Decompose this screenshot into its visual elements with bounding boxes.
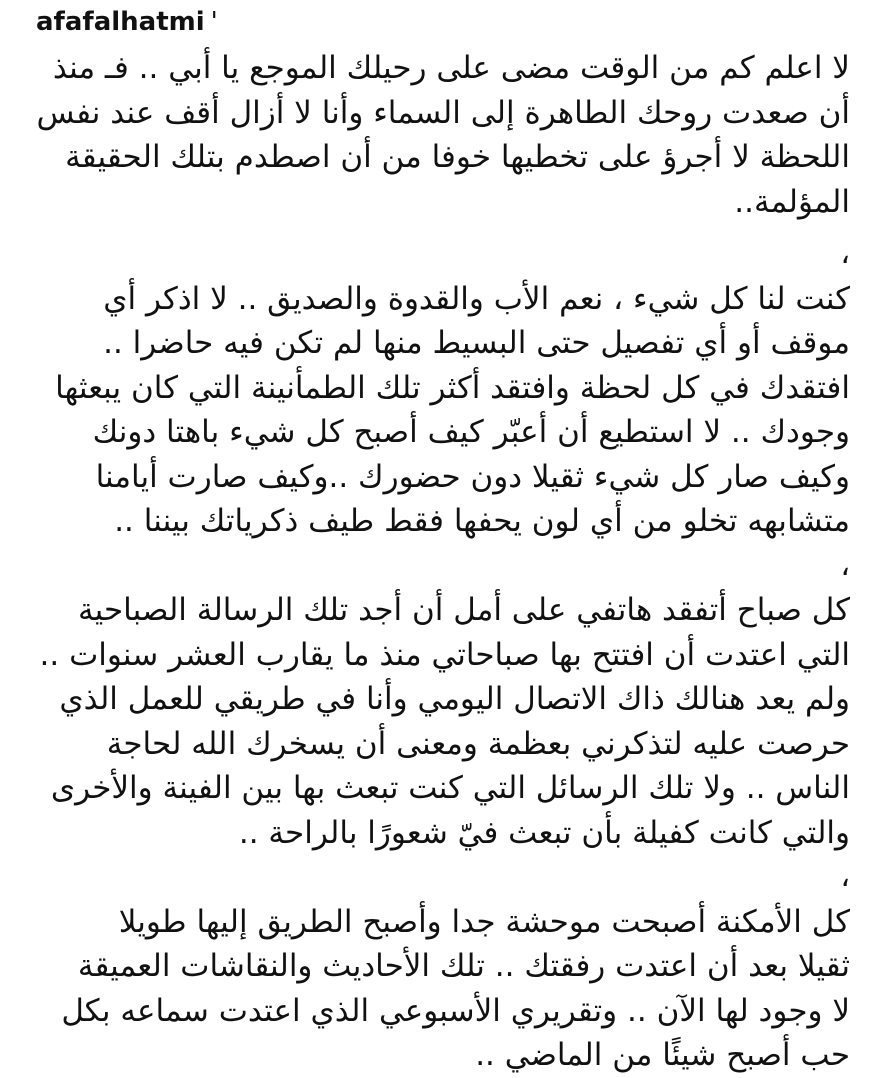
caption-line: المؤلمة..: [734, 183, 850, 220]
caption-line: حب أصبح شيئًا من الماضي ..: [475, 1037, 850, 1073]
username-mark: ': [210, 7, 218, 37]
paragraph-4: [36, 855, 850, 1078]
caption-text: [36, 46, 850, 1078]
paragraph-separator: ،: [840, 547, 850, 583]
paragraph-3: [36, 544, 850, 856]
caption-line: موقف أو أي تفصيل حتى البسيط منها لم تكن فيه حاضرا ..: [103, 325, 850, 361]
caption-line: ولم يعد هنالك ذاك الاتصال اليومي وأنا في طريقي للعمل الذي: [59, 681, 850, 717]
paragraph-gap: [36, 224, 850, 232]
caption-line: وكيف صار كل شيء ثقيلا دون حضورك ..وكيف صارت أيامنا: [95, 458, 850, 495]
caption-line: أن صعدت روحك الطاهرة إلى السماء وأنا لا أزال أقف عند نفس: [36, 94, 850, 131]
caption-line: والتي كانت كفيلة بأن تبعث فيّ شعورًا بالراحة ..: [238, 814, 850, 851]
paragraph-separator: ،: [840, 236, 850, 271]
caption-line: لا وجود لها الآن .. وتقريري الأسبوعي الذي اعتدت سماعه بكل: [61, 992, 850, 1029]
caption-line: كل الأمكنة أصبحت موحشة جدا وأصبح الطريق إليها طويلا: [118, 903, 850, 940]
paragraph-1: [36, 46, 850, 224]
caption-line: ثقيلا بعد أن اعتدت رفقتك .. تلك الأحاديث والنقاشات العميقة: [77, 948, 850, 984]
caption-line: التي اعتدت أن افتتح بها صباحاتي منذ ما يقارب العشر سنوات ..: [39, 636, 850, 673]
caption-line: افتقدك في كل لحظة وافتقد أكثر تلك الطمأنينة التي كان يبعثها: [55, 369, 850, 406]
caption-header: [36, 4, 218, 40]
caption-line: الناس .. ولا تلك الرسائل التي كنت تبعث بها بين الفينة والأخرى: [50, 770, 850, 806]
paragraph-separator: ،: [840, 859, 850, 894]
caption-line: اللحظة لا أجرؤ على تخطيها خوفا من أن اصطدم بتلك الحقيقة: [65, 139, 850, 175]
caption-line: وجودك .. لا استطيع أن أعبّر كيف أصبح كل شيء باهتا دونك: [92, 414, 850, 450]
caption-line: متشابهه تخلو من أي لون يحفها فقط طيف ذكرياتك بيننا ..: [114, 503, 850, 539]
username[interactable]: afafalhatmi: [36, 7, 205, 37]
caption-line: كنت لنا كل شيء ، نعم الأب والقدوة والصديق .. لا اذكر أي: [103, 280, 850, 317]
caption-line: كل صباح أتفقد هاتفي على أمل أن أجد تلك الرسالة الصباحية: [78, 592, 850, 628]
caption-line: حرصت عليه لتذكرني بعظمة ومعنى أن يسخرك الله لحاجة: [106, 725, 850, 762]
paragraph-2: [36, 232, 850, 544]
caption-line: لا اعلم كم من الوقت مضى على رحيلك الموجع يا أبي .. فـ منذ: [52, 50, 850, 86]
